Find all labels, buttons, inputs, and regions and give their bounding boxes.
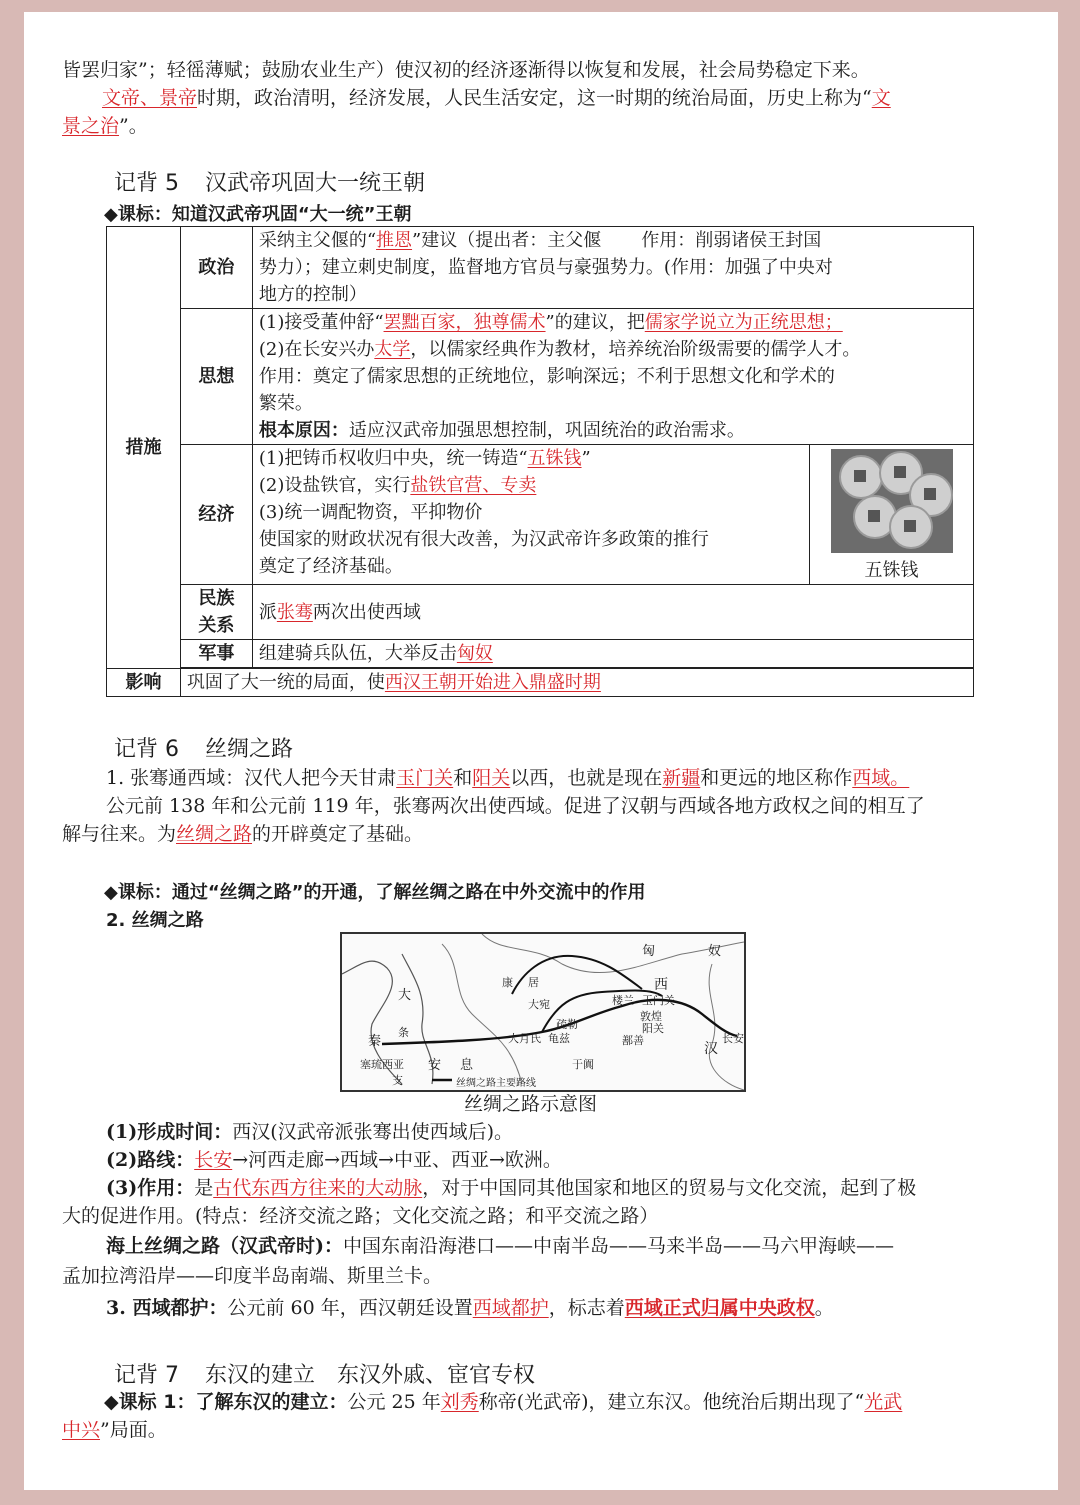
maritime-silk-road-1: 海上丝绸之路（汉武帝时)：中国东南沿海港口——中南半岛——马来半岛——马六甲海峡—— — [106, 1235, 895, 1257]
politics-label: 政治 — [180, 227, 252, 309]
section-5-heading: 记背 5 汉武帝巩固大一统王朝 — [114, 171, 426, 196]
zhangqian-line-2: 公元前 138 年和公元前 119 年，张骞两次出使西域。促进了汉朝与西域各地方政权之间的相互了 — [106, 795, 925, 817]
silk-road-effect-2: 大的促进作用。(特点：经济交流之路；文化交流之路；和平交流之路） — [62, 1205, 659, 1227]
politics-content: 采纳主父偃的“推恩”建议（提出者：主父偃 作用：削弱诸侯王封国 势力）；建立刺史制度，监督地方官员与豪强势力。(作用：加强了中央对 地方的控制） — [252, 227, 973, 309]
section-6-heading: 记背 6 丝绸之路 — [114, 737, 294, 762]
zhangqian-line-1: 1. 张骞通西域：汉代人把今天甘肃玉门关和阳关以西，也就是现在新疆和更远的地区称作西域。 — [106, 767, 910, 789]
silk-road-route: (2)路线：长安→河西走廊→西域→中亚、西亚→欧洲。 — [106, 1149, 562, 1171]
coin-image-cell — [810, 445, 974, 585]
han-wudi-measures-table — [106, 226, 974, 697]
coin-caption: 五铢钱 — [864, 560, 919, 581]
section-6-kebiao: ◆课标：通过“丝绸之路”的开通，了解丝绸之路在中外交流中的作用 — [104, 882, 646, 903]
thought-content: (1)接受董仲舒“罢黜百家，独尊儒术”的建议，把儒家学说立为正统思想； (2)在长安兴办太学，以儒家经典作为教材，培养统治阶级需要的儒学人才。 作用：奠定了儒家思想的正统地位，影响深远；不利于思想文化和学术的 繁荣。 根本原因：适应汉武帝加强思想控制，巩固统治的政治需求。 — [252, 309, 973, 445]
wuzhu-coins-image — [831, 449, 953, 553]
intro-line-1: 皆罢归家”；轻徭薄赋；鼓励农业生产）使汉初的经济逐渐得以恢复和发展，社会局势稳定下来。 — [62, 59, 870, 81]
measures-label: 措施 — [107, 227, 181, 669]
intro-line-3: 景之治”。 — [62, 115, 148, 137]
section-7-line-2: 中兴”局面。 — [62, 1419, 167, 1441]
economy-content: (1)把铸币权收归中央，统一铸造“五铢钱” (2)设盐铁官，实行盐铁官营、专卖 (3)统一调配物资，平抑物价 使国家的财政状况有很大改善，为汉武帝许多政策的推行 奠定了经济基础。 — [252, 445, 809, 585]
ethnic-content: 派张骞两次出使西域 — [252, 585, 973, 640]
western-regions-protectorate: 3. 西域都护：公元前 60 年，西汉朝廷设置西域都护，标志着西域正式归属中央政权。 — [106, 1297, 834, 1319]
thought-label: 思想 — [180, 309, 252, 445]
military-content: 组建骑兵队伍，大举反击匈奴 — [252, 640, 973, 668]
zhangqian-line-3: 解与往来。为丝绸之路的开辟奠定了基础。 — [62, 823, 424, 845]
section-7-kebiao: ◆课标 1：了解东汉的建立：公元 25 年刘秀称帝(光武帝)，建立东汉。他统治后期出现了“光武 — [104, 1391, 903, 1413]
intro-line-2: 文帝、景帝时期，政治清明，经济发展，人民生活安定，这一时期的统治局面，历史上称为“文 — [102, 87, 891, 109]
section-5-kebiao: ◆课标：知道汉武帝巩固“大一统”王朝 — [104, 204, 412, 225]
ethnic-label: 民族 关系 — [180, 585, 252, 640]
military-label: 军事 — [180, 640, 252, 668]
silk-road-effect-1: (3)作用：是古代东西方往来的大动脉，对于中国同其他国家和地区的贸易与文化交流，起到了极 — [106, 1177, 917, 1199]
document-page — [24, 12, 1058, 1490]
silk-road-subheading: 2. 丝绸之路 — [106, 910, 204, 931]
silk-road-map: 匈 奴 西 汉 长安 大 秦 条 安 息 支 康 居 大宛 大月氏 疏勒 龟兹 楼兰 玉门关 敦煌 鄯善 阳关 于阗 塞琉西亚 丝绸之路主要路线 — [340, 932, 746, 1092]
section-7-heading: 记背 7 东汉的建立 东汉外戚、宦官专权 — [114, 1363, 536, 1388]
map-caption: 丝绸之路示意图 — [464, 1093, 598, 1115]
impact-label: 影响 — [107, 669, 181, 697]
impact-content: 巩固了大一统的局面，使西汉王朝开始进入鼎盛时期 — [180, 669, 973, 697]
maritime-silk-road-2: 孟加拉湾沿岸——印度半岛南端、斯里兰卡。 — [62, 1265, 443, 1287]
economy-label: 经济 — [180, 445, 252, 585]
silk-road-time: (1)形成时间：西汉(汉武帝派张骞出使西域后)。 — [106, 1121, 514, 1143]
